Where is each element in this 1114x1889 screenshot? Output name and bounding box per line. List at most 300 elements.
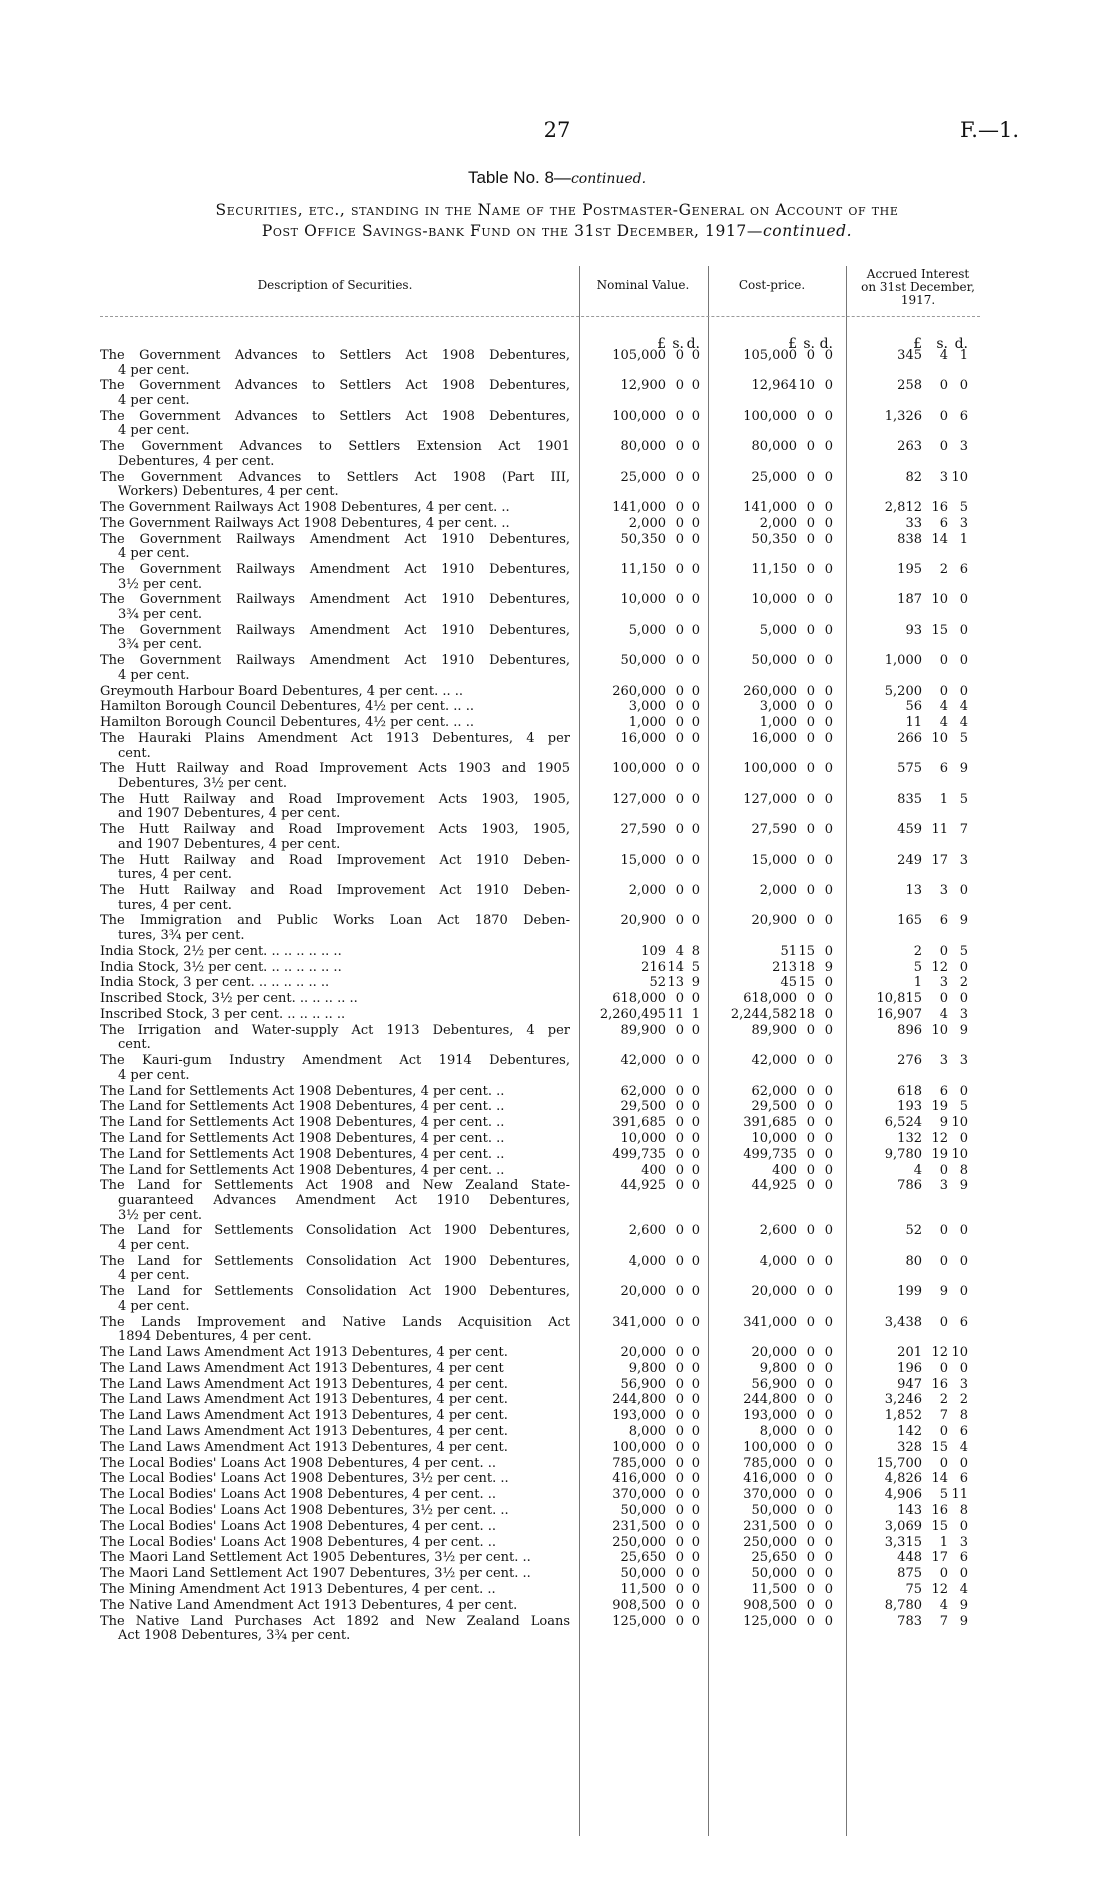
header-accrued-line-1: Accrued Interest bbox=[866, 267, 970, 281]
accrued-shillings: 3 bbox=[939, 883, 948, 898]
security-description bbox=[100, 976, 570, 991]
nominal-pence: 0 bbox=[691, 378, 700, 394]
cost-pounds: 50,350 bbox=[751, 531, 797, 547]
cost-pounds: 250,000 bbox=[743, 1534, 797, 1550]
nominal-pounds: 5,000 bbox=[628, 622, 666, 638]
cost-shillings: 0 bbox=[806, 715, 815, 731]
description-line: The Irrigation and Water-supply Act 1913 Debentures, 4 per bbox=[100, 1022, 570, 1038]
unit-accrued-d: d. bbox=[954, 336, 968, 352]
cost-pounds: 105,000 bbox=[743, 348, 797, 363]
accrued-pounds: 143 bbox=[897, 1503, 922, 1518]
cost-shillings: 0 bbox=[806, 1503, 815, 1518]
cost-shillings: 0 bbox=[806, 1360, 815, 1376]
cost-shillings: 0 bbox=[806, 1534, 815, 1550]
description-line: 3¾ per cent. bbox=[118, 637, 203, 653]
accrued-shillings: 0 bbox=[939, 1566, 948, 1582]
cost-pence: 0 bbox=[824, 852, 833, 868]
cost-pounds: 499,735 bbox=[743, 1146, 797, 1162]
nominal-pence: 0 bbox=[691, 1455, 700, 1471]
cost-shillings: 0 bbox=[806, 683, 815, 699]
nominal-pence: 0 bbox=[691, 515, 700, 531]
cost-pence: 0 bbox=[824, 408, 833, 424]
description-line: The Local Bodies' Loans Act 1908 Debentures, 4 per cent. .. bbox=[100, 1518, 497, 1534]
accrued-shillings: 3 bbox=[939, 1053, 948, 1069]
description-line: The Government Railways Amendment Act 1910 Debentures, bbox=[100, 592, 570, 608]
nominal-shillings: 0 bbox=[675, 1223, 684, 1239]
cost-shillings: 0 bbox=[806, 592, 815, 608]
description-line: Debentures, 4 per cent. bbox=[118, 453, 275, 469]
cost-pence: 0 bbox=[824, 1284, 833, 1300]
cost-shillings: 15 bbox=[798, 943, 815, 959]
nominal-pence: 0 bbox=[691, 653, 700, 669]
nominal-pounds: 499,735 bbox=[612, 1146, 666, 1162]
cost-pounds: 51 bbox=[780, 943, 797, 959]
description-line: Inscribed Stock, 3½ per cent. .. .. .. .. .. bbox=[100, 991, 358, 1007]
nominal-pounds: 3,000 bbox=[628, 699, 666, 715]
nominal-pence: 0 bbox=[691, 1083, 700, 1099]
nominal-pounds: 785,000 bbox=[612, 1455, 666, 1471]
cost-pounds: 127,000 bbox=[743, 791, 797, 807]
subtitle-line-2-text: Post Office Savings-bank Fund on the 31st December, 1917— bbox=[261, 222, 763, 240]
cost-pence: 0 bbox=[824, 1503, 833, 1518]
security-description bbox=[100, 533, 570, 562]
nominal-shillings: 0 bbox=[675, 791, 684, 807]
nominal-pence: 0 bbox=[691, 1115, 700, 1131]
accrued-pounds: 56 bbox=[905, 699, 922, 715]
cost-shillings: 18 bbox=[798, 1007, 815, 1022]
nominal-pence: 0 bbox=[691, 1471, 700, 1487]
cost-shillings: 0 bbox=[806, 731, 815, 746]
accrued-shillings: 12 bbox=[931, 1131, 948, 1146]
cost-shillings: 0 bbox=[806, 991, 815, 1007]
description-line: The Government Railways Amendment Act 1910 Debentures, bbox=[100, 531, 570, 547]
cost-pence: 0 bbox=[824, 822, 833, 838]
accrued-pounds: 5 bbox=[913, 959, 922, 975]
cost-shillings: 0 bbox=[806, 1376, 815, 1392]
cost-shillings: 0 bbox=[806, 1487, 815, 1503]
cost-shillings: 0 bbox=[806, 1550, 815, 1566]
cost-shillings: 0 bbox=[806, 1022, 815, 1038]
accrued-shillings: 9 bbox=[939, 1115, 948, 1131]
description-line: The Mining Amendment Act 1913 Debentures, 4 per cent. .. bbox=[100, 1582, 496, 1597]
nominal-pounds: 8,000 bbox=[628, 1424, 666, 1439]
security-description bbox=[100, 793, 570, 822]
accrued-pence: 10 bbox=[951, 1115, 968, 1131]
accrued-shillings: 10 bbox=[931, 1022, 948, 1038]
cost-pounds: 25,650 bbox=[751, 1550, 797, 1566]
accrued-pence: 8 bbox=[959, 1162, 968, 1178]
nominal-pounds: 216 bbox=[641, 959, 666, 975]
cost-pounds: 2,000 bbox=[759, 515, 797, 531]
description-line: Inscribed Stock, 3 per cent. .. .. .. .. .. bbox=[100, 1007, 346, 1022]
accrued-pence: 11 bbox=[951, 1487, 968, 1503]
security-description bbox=[100, 992, 570, 1007]
nominal-shillings: 0 bbox=[675, 761, 684, 777]
accrued-pounds: 80 bbox=[905, 1253, 922, 1269]
accrued-shillings: 4 bbox=[939, 348, 948, 363]
nominal-pounds: 370,000 bbox=[612, 1487, 666, 1503]
accrued-pounds: 33 bbox=[905, 515, 922, 531]
cost-pence: 0 bbox=[824, 1223, 833, 1239]
description-line: The Hutt Railway and Road Improvement Acts 1903, 1905, bbox=[100, 822, 570, 838]
description-line: The Government Railways Act 1908 Debentures, 4 per cent. .. bbox=[100, 515, 510, 531]
accrued-pence: 5 bbox=[959, 943, 968, 959]
description-line: 4 per cent. bbox=[118, 1298, 190, 1314]
nominal-pounds: 27,590 bbox=[620, 822, 666, 838]
cost-pence: 0 bbox=[824, 683, 833, 699]
cost-shillings: 0 bbox=[806, 1053, 815, 1069]
nominal-pence: 0 bbox=[691, 1534, 700, 1550]
nominal-pounds: 341,000 bbox=[612, 1314, 666, 1330]
cost-pence: 0 bbox=[824, 1439, 833, 1455]
cost-pence: 0 bbox=[824, 592, 833, 608]
nominal-pounds: 89,900 bbox=[620, 1022, 666, 1038]
nominal-shillings: 0 bbox=[675, 883, 684, 898]
description-line: The Government Railways Amendment Act 1910 Debentures, bbox=[100, 562, 570, 577]
accrued-pence: 3 bbox=[959, 515, 968, 531]
accrued-shillings: 0 bbox=[939, 1223, 948, 1239]
cost-pence: 0 bbox=[824, 500, 833, 515]
description-line: The Government Advances to Settlers Extension Act 1901 bbox=[100, 439, 570, 455]
nominal-pounds: 20,000 bbox=[620, 1284, 666, 1300]
cost-pounds: 20,900 bbox=[751, 913, 797, 929]
accrued-pence: 4 bbox=[959, 1439, 968, 1455]
cost-pounds: 50,000 bbox=[751, 1503, 797, 1518]
accrued-shillings: 16 bbox=[931, 1503, 948, 1518]
accrued-pounds: 15,700 bbox=[876, 1455, 922, 1471]
nominal-shillings: 0 bbox=[675, 683, 684, 699]
cost-pounds: 12,964 bbox=[751, 378, 797, 394]
cost-pounds: 11,500 bbox=[751, 1582, 797, 1597]
security-description bbox=[100, 1346, 570, 1361]
accrued-pence: 0 bbox=[959, 683, 968, 699]
accrued-pounds: 82 bbox=[905, 469, 922, 485]
description-line: The Local Bodies' Loans Act 1908 Debentures, 4 per cent. .. bbox=[100, 1534, 497, 1550]
accrued-pounds: 2 bbox=[913, 943, 922, 959]
accrued-pence: 0 bbox=[959, 883, 968, 898]
cost-pounds: 42,000 bbox=[751, 1053, 797, 1069]
cost-shillings: 15 bbox=[798, 975, 815, 991]
description-line: The Government Advances to Settlers Act 1908 Debentures, bbox=[100, 408, 570, 424]
nominal-shillings: 14 bbox=[667, 959, 684, 975]
cost-pence: 0 bbox=[824, 653, 833, 669]
nominal-shillings: 0 bbox=[675, 1613, 684, 1629]
nominal-pounds: 52 bbox=[649, 975, 666, 991]
header-description: Description of Securities. bbox=[257, 278, 413, 292]
header-rule bbox=[100, 316, 980, 317]
security-description bbox=[100, 716, 570, 731]
security-description bbox=[100, 654, 570, 683]
description-line: tures, 4 per cent. bbox=[118, 897, 232, 913]
nominal-pounds: 100,000 bbox=[612, 761, 666, 777]
cost-pence: 0 bbox=[824, 1099, 833, 1115]
accrued-pence: 0 bbox=[959, 1360, 968, 1376]
accrued-pence: 3 bbox=[959, 439, 968, 455]
cost-pence: 0 bbox=[824, 1314, 833, 1330]
nominal-pounds: 231,500 bbox=[612, 1518, 666, 1534]
accrued-pence: 4 bbox=[959, 1582, 968, 1597]
cost-shillings: 0 bbox=[806, 515, 815, 531]
cost-shillings: 0 bbox=[806, 1253, 815, 1269]
cost-pence: 0 bbox=[824, 1550, 833, 1566]
description-line: guaranteed Advances Amendment Act 1910 Debentures, bbox=[118, 1192, 570, 1208]
nominal-pence: 0 bbox=[691, 1284, 700, 1300]
security-description bbox=[100, 1116, 570, 1131]
cost-shillings: 0 bbox=[806, 531, 815, 547]
nominal-pounds: 50,000 bbox=[620, 653, 666, 669]
nominal-pounds: 2,000 bbox=[628, 515, 666, 531]
description-line: and 1907 Debentures, 4 per cent. bbox=[118, 806, 341, 822]
nominal-pence: 0 bbox=[691, 1376, 700, 1392]
cost-pence: 0 bbox=[824, 515, 833, 531]
accrued-pence: 6 bbox=[959, 1550, 968, 1566]
accrued-shillings: 2 bbox=[939, 1392, 948, 1408]
accrued-pounds: 193 bbox=[897, 1099, 922, 1115]
header-accrued-line-3: 1917. bbox=[900, 293, 936, 307]
cost-pence: 0 bbox=[824, 1022, 833, 1038]
nominal-pence: 0 bbox=[691, 531, 700, 547]
table-title-suffix: continued. bbox=[570, 171, 647, 187]
security-description bbox=[100, 1148, 570, 1163]
accrued-shillings: 6 bbox=[939, 515, 948, 531]
cost-pence: 0 bbox=[824, 1424, 833, 1439]
description-line: The Government Advances to Settlers Act 1908 Debentures, bbox=[100, 378, 570, 394]
description-line: 4 per cent. bbox=[118, 1067, 190, 1083]
description-line: The Land for Settlements Consolidation Act 1900 Debentures, bbox=[100, 1284, 570, 1300]
cost-pence: 0 bbox=[824, 1471, 833, 1487]
cost-pounds: 1,000 bbox=[759, 715, 797, 731]
nominal-pence: 0 bbox=[691, 761, 700, 777]
nominal-pence: 0 bbox=[691, 1223, 700, 1239]
accrued-shillings: 14 bbox=[931, 1471, 948, 1487]
security-description bbox=[100, 1520, 570, 1535]
nominal-pounds: 2,000 bbox=[628, 883, 666, 898]
cost-shillings: 0 bbox=[806, 791, 815, 807]
accrued-pence: 6 bbox=[959, 408, 968, 424]
cost-shillings: 0 bbox=[806, 1471, 815, 1487]
security-description bbox=[100, 1567, 570, 1582]
accrued-pounds: 1 bbox=[913, 975, 922, 991]
cost-pence: 0 bbox=[824, 699, 833, 715]
unit-nominal-pounds: £ bbox=[657, 336, 666, 352]
accrued-shillings: 0 bbox=[939, 1314, 948, 1330]
nominal-shillings: 0 bbox=[675, 699, 684, 715]
cost-pence: 0 bbox=[824, 1146, 833, 1162]
description-line: The Land Laws Amendment Act 1913 Debentures, 4 per cent. bbox=[100, 1424, 508, 1439]
nominal-pounds: 56,900 bbox=[620, 1376, 666, 1392]
nominal-pence: 0 bbox=[691, 822, 700, 838]
accrued-pence: 6 bbox=[959, 1314, 968, 1330]
cost-pence: 9 bbox=[824, 959, 833, 975]
description-line: 1894 Debentures, 4 per cent. bbox=[118, 1329, 312, 1345]
accrued-pence: 8 bbox=[959, 1503, 968, 1518]
nominal-pounds: 416,000 bbox=[612, 1471, 666, 1487]
cost-pounds: 89,900 bbox=[751, 1022, 797, 1038]
cost-pounds: 27,590 bbox=[751, 822, 797, 838]
description-line: cent. bbox=[118, 745, 151, 761]
cost-shillings: 0 bbox=[806, 1613, 815, 1629]
accrued-pounds: 132 bbox=[897, 1131, 922, 1146]
cost-shillings: 0 bbox=[806, 1597, 815, 1613]
nominal-shillings: 0 bbox=[675, 1550, 684, 1566]
cost-pounds: 50,000 bbox=[751, 1566, 797, 1582]
accrued-pounds: 6,524 bbox=[884, 1115, 922, 1131]
nominal-pence: 0 bbox=[691, 1162, 700, 1178]
accrued-pence: 9 bbox=[959, 1597, 968, 1613]
accrued-pounds: 875 bbox=[897, 1566, 922, 1582]
nominal-pounds: 618,000 bbox=[612, 991, 666, 1007]
cost-pounds: 11,150 bbox=[751, 562, 797, 577]
unit-nominal-s: s. bbox=[672, 336, 684, 352]
cost-pence: 0 bbox=[824, 1582, 833, 1597]
cost-pence: 0 bbox=[824, 1392, 833, 1408]
accrued-pence: 0 bbox=[959, 653, 968, 669]
accrued-shillings: 17 bbox=[931, 1550, 948, 1566]
subtitle-line-1: Securities, etc., standing in the Name of the Postmaster-General on Account of the bbox=[215, 201, 899, 219]
nominal-pounds: 10,000 bbox=[620, 1131, 666, 1146]
description-line: tures, 3¾ per cent. bbox=[118, 927, 245, 943]
cost-pence: 0 bbox=[824, 991, 833, 1007]
cost-pounds: 80,000 bbox=[751, 439, 797, 455]
description-line: The Local Bodies' Loans Act 1908 Debentures, 4 per cent. .. bbox=[100, 1487, 497, 1503]
description-line: The Land for Settlements Act 1908 Debentures, 4 per cent. .. bbox=[100, 1146, 505, 1162]
description-line: Greymouth Harbour Board Debentures, 4 per cent. .. .. bbox=[100, 683, 464, 699]
description-line: The Land for Settlements Act 1908 Debentures, 4 per cent. .. bbox=[100, 1131, 505, 1146]
nominal-shillings: 0 bbox=[675, 562, 684, 577]
nominal-pence: 0 bbox=[691, 562, 700, 577]
nominal-pence: 0 bbox=[691, 408, 700, 424]
security-description bbox=[100, 762, 570, 791]
security-description bbox=[100, 517, 570, 532]
accrued-pounds: 896 bbox=[897, 1022, 922, 1038]
accrued-pence: 3 bbox=[959, 852, 968, 868]
nominal-pounds: 260,000 bbox=[612, 683, 666, 699]
cost-shillings: 0 bbox=[806, 852, 815, 868]
accrued-shillings: 0 bbox=[939, 683, 948, 699]
accrued-shillings: 7 bbox=[939, 1408, 948, 1424]
description-line: Act 1908 Debentures, 3¾ per cent. bbox=[118, 1628, 351, 1644]
nominal-pounds: 42,000 bbox=[620, 1053, 666, 1069]
nominal-pence: 0 bbox=[691, 1392, 700, 1408]
accrued-pence: 0 bbox=[959, 1223, 968, 1239]
accrued-pence: 0 bbox=[959, 622, 968, 638]
accrued-pounds: 328 bbox=[897, 1439, 922, 1455]
cost-pence: 0 bbox=[824, 622, 833, 638]
description-line: The Government Railways Amendment Act 1910 Debentures, bbox=[100, 622, 570, 638]
accrued-shillings: 16 bbox=[931, 500, 948, 515]
security-description bbox=[100, 1615, 570, 1644]
description-line: 4 per cent. bbox=[118, 546, 190, 562]
cost-pence: 0 bbox=[824, 1162, 833, 1178]
security-description bbox=[100, 1409, 570, 1424]
accrued-pounds: 459 bbox=[897, 822, 922, 838]
nominal-pounds: 50,000 bbox=[620, 1566, 666, 1582]
nominal-pounds: 2,600 bbox=[628, 1223, 666, 1239]
description-line: The Land Laws Amendment Act 1913 Debentures, 4 per cent. bbox=[100, 1408, 508, 1424]
description-line: Workers) Debentures, 4 per cent. bbox=[118, 484, 339, 500]
security-description bbox=[100, 1085, 570, 1100]
header-nominal-value: Nominal Value. bbox=[596, 278, 690, 292]
cost-pounds: 193,000 bbox=[743, 1408, 797, 1424]
description-line: The Hutt Railway and Road Improvement Acts 1903 and 1905 bbox=[100, 761, 570, 777]
cost-pounds: 2,600 bbox=[759, 1223, 797, 1239]
cost-pounds: 100,000 bbox=[743, 761, 797, 777]
cost-shillings: 0 bbox=[806, 1566, 815, 1582]
nominal-pounds: 100,000 bbox=[612, 1439, 666, 1455]
cost-pounds: 391,685 bbox=[743, 1115, 797, 1131]
nominal-pence: 0 bbox=[691, 500, 700, 515]
cost-pence: 0 bbox=[824, 1613, 833, 1629]
security-description bbox=[100, 961, 570, 976]
cost-pounds: 260,000 bbox=[743, 683, 797, 699]
security-description bbox=[100, 1551, 570, 1566]
nominal-pounds: 125,000 bbox=[612, 1613, 666, 1629]
accrued-shillings: 15 bbox=[931, 1439, 948, 1455]
cost-shillings: 0 bbox=[806, 408, 815, 424]
nominal-pence: 0 bbox=[691, 699, 700, 715]
nominal-shillings: 0 bbox=[675, 592, 684, 608]
accrued-shillings: 0 bbox=[939, 943, 948, 959]
nominal-pence: 0 bbox=[691, 791, 700, 807]
security-description bbox=[100, 563, 570, 592]
cost-pounds: 908,500 bbox=[743, 1597, 797, 1613]
description-line: India Stock, 3½ per cent. .. .. .. .. .. .. bbox=[100, 959, 342, 975]
accrued-pounds: 1,852 bbox=[884, 1408, 922, 1424]
nominal-shillings: 0 bbox=[675, 1439, 684, 1455]
accrued-pounds: 3,315 bbox=[884, 1534, 922, 1550]
nominal-shillings: 0 bbox=[675, 1162, 684, 1178]
cost-shillings: 0 bbox=[806, 1424, 815, 1439]
description-line: and 1907 Debentures, 4 per cent. bbox=[118, 836, 341, 852]
description-line: The Hauraki Plains Amendment Act 1913 Debentures, 4 per bbox=[100, 731, 570, 746]
nominal-pence: 0 bbox=[691, 1345, 700, 1360]
description-line: 4 per cent. bbox=[118, 392, 190, 408]
accrued-pounds: 448 bbox=[897, 1550, 922, 1566]
description-line: Hamilton Borough Council Debentures, 4½ per cent. .. .. bbox=[100, 699, 474, 715]
cost-pounds: 44,925 bbox=[751, 1178, 797, 1194]
subtitle-line-2 bbox=[0, 221, 1114, 242]
nominal-pounds: 391,685 bbox=[612, 1115, 666, 1131]
accrued-pence: 0 bbox=[959, 1566, 968, 1582]
description-line: 4 per cent. bbox=[118, 362, 190, 378]
accrued-pence: 9 bbox=[959, 1178, 968, 1194]
cost-pence: 0 bbox=[824, 1007, 833, 1022]
cost-pounds: 10,000 bbox=[751, 1131, 797, 1146]
header-accrued-interest bbox=[853, 268, 983, 307]
nominal-pence: 9 bbox=[691, 975, 700, 991]
accrued-shillings: 6 bbox=[939, 913, 948, 929]
accrued-pounds: 263 bbox=[897, 439, 922, 455]
cost-shillings: 0 bbox=[806, 1223, 815, 1239]
nominal-pounds: 62,000 bbox=[620, 1083, 666, 1099]
nominal-pence: 0 bbox=[691, 469, 700, 485]
cost-pounds: 341,000 bbox=[743, 1314, 797, 1330]
accrued-shillings: 19 bbox=[931, 1099, 948, 1115]
nominal-pounds: 4,000 bbox=[628, 1253, 666, 1269]
nominal-shillings: 0 bbox=[675, 1471, 684, 1487]
accrued-pounds: 947 bbox=[897, 1376, 922, 1392]
cost-shillings: 0 bbox=[806, 1178, 815, 1194]
unit-accrued-s: s. bbox=[936, 336, 948, 352]
accrued-shillings: 0 bbox=[939, 1360, 948, 1376]
cost-pence: 0 bbox=[824, 1115, 833, 1131]
accrued-pence: 9 bbox=[959, 1613, 968, 1629]
cost-shillings: 0 bbox=[806, 1455, 815, 1471]
nominal-shillings: 0 bbox=[675, 852, 684, 868]
accrued-pounds: 3,246 bbox=[884, 1392, 922, 1408]
nominal-pence: 0 bbox=[691, 1597, 700, 1613]
cost-pence: 0 bbox=[824, 791, 833, 807]
